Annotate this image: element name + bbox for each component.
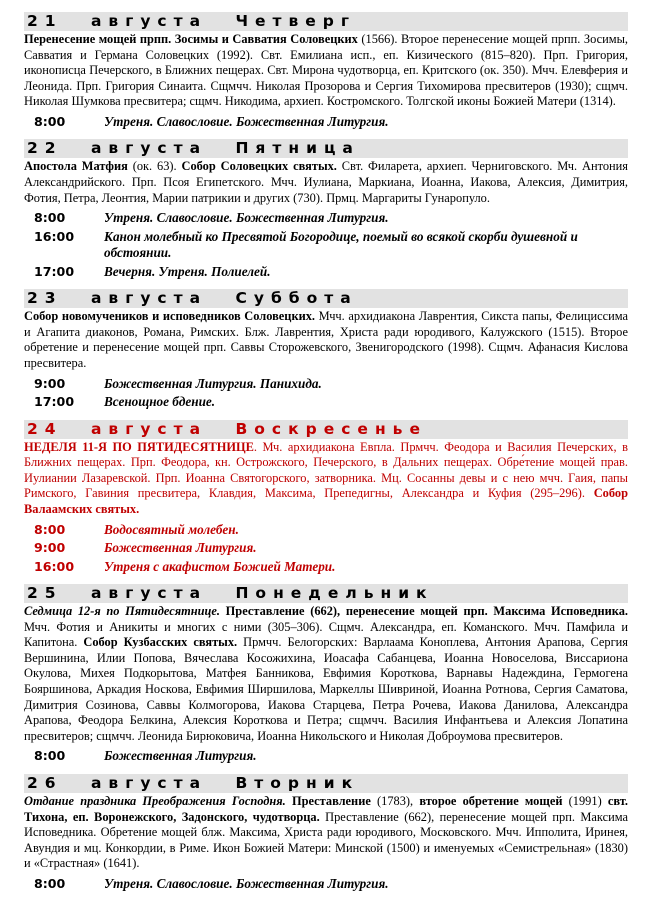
service-name: Утреня с акафистом Божией Матери. — [104, 558, 336, 574]
service-name: Всенощное бдение. — [104, 394, 216, 410]
commemoration-text: Прмчч. Белогорских: Варлаама Коноплева, Антония Арапова, Сергия Вершинина, Илии Попова, Вячеслава Косожихина, Иоасафа Сабанцева, Иоанна Новоселова, Виссариона Окулова, Михея Подкорытова, Матфея Банникова, Евфимия Короткова, Варнавы Надеждина, Гермогена Бояршинова, Аркадия Носкова, Евфимия Ширшилова, Маркеллы Шивриной, Иоанна Ротнова, Сергия Саматова, Димитрия Созинова, Саввы Колмогорова, Иакова Старцева, Петра Рочева, Иакова Данилова, Александра Арапова, Феодора Белкина, Алексия Короткова и Петра; сщмчч. Василия Инфантьева и Алексия Лопатина пресвитеров; сщмчч. Леонида Бирюковича, Иоанна Никольского и Николая Доброумова пресвитеров. — [24, 635, 628, 743]
service-time: 8:00 — [34, 113, 66, 129]
service-list — [24, 876, 628, 893]
day-block — [24, 289, 628, 410]
saint-name: Собор Валаамских святых. — [24, 486, 628, 516]
service-name: Утреня. Славословие. Божественная Литургия. — [104, 875, 389, 891]
service-row — [24, 376, 628, 393]
service-time: 8:00 — [34, 521, 66, 537]
saint-name: Собор новомучеников и исповедников Соловецких. — [24, 309, 316, 324]
service-row — [24, 210, 628, 227]
saint-name: второе обретение мощей — [419, 793, 563, 808]
saint-name: Перенесение мощей прпп. Зосимы и Савватия Соловецких — [24, 32, 358, 46]
service-name: Божественная Литургия. Панихида. — [104, 375, 322, 391]
day-block — [24, 584, 628, 765]
service-row — [24, 876, 628, 893]
saint-name: Апостола Матфия — [24, 159, 128, 174]
service-list — [24, 748, 628, 765]
day-description — [24, 604, 628, 744]
day-header: 21 августа Четверг — [24, 12, 628, 31]
commemoration-text: (1991) — [562, 793, 608, 808]
service-row — [24, 114, 628, 131]
saint-name: Преставление (662), перенесение мощей прп. Максима Исповедника. — [225, 604, 628, 619]
feast-title: НЕДЕЛЯ 11-Я ПО ПЯТИДЕСЯТНИЦЕ — [24, 439, 254, 454]
service-row — [24, 229, 628, 262]
saint-name: Преставление — [291, 793, 371, 808]
day-header: 24 августа Воскресенье — [24, 420, 628, 439]
service-list — [24, 114, 628, 131]
service-time: 8:00 — [34, 748, 66, 764]
service-list — [24, 522, 628, 576]
day-block-sunday — [24, 420, 628, 575]
commemoration-text: (ок. 63). — [127, 159, 182, 174]
saint-name: Собор Кузбасских святых. — [83, 635, 238, 650]
service-name: Утреня. Славословие. Божественная Литургия. — [104, 210, 389, 226]
day-description — [24, 32, 628, 110]
day-header: 23 августа Суббота — [24, 289, 628, 308]
day-description — [24, 309, 628, 371]
commemoration-text: (1566). Второе перенесение мощей прпп. Зосимы, Савватия и Германа Соловецких (1992). Свт. Емилиана исп., еп. Кизического (815–820). Прп. Григория, иконописца Печерского, в Ближних пещерах. Свт. Мирона чудотворца, еп. Критского (ок. 350). Мчч. Елевферия и Леонида. Прп. Григория Синаита. Сщмчч. Николая Прозорова и Сергия Тихомирова пресвитеров (1930); сщмч. Николая Шумкова пресвитера; сщмч. Никодима, архиеп. Костромского. Толгской иконы Божией Матери (1314). — [24, 32, 628, 109]
service-name: Канон молебный ко Пресвятой Богородице, поемый во всякой скорби душевной и обстоянии. — [104, 228, 578, 261]
commemoration-text: (1783), — [370, 793, 420, 808]
service-time: 17:00 — [34, 394, 75, 410]
service-row — [24, 394, 628, 411]
day-description — [24, 440, 628, 518]
day-header: 25 августа Понедельник — [24, 584, 628, 603]
service-name: Водосвятный молебен. — [104, 521, 239, 537]
service-time: 16:00 — [34, 558, 75, 574]
service-time: 16:00 — [34, 228, 75, 244]
service-list — [24, 376, 628, 411]
day-description — [24, 159, 628, 206]
service-row — [24, 540, 628, 557]
day-header: 26 августа Вторник — [24, 774, 628, 793]
day-block — [24, 774, 628, 892]
commemoration-text: . Мч. архидиакона Евпла. Прмчч. Феодора и Василия Печерских, в Ближних пещерах. Прп. Феодора, кн. Острожского, Печерского, в Дальних пещерах. Обре́тение мощей прав. Иулиании Лазаревской. Прп. Иоанна Святогорского, затворника. Мц. Сосанны девы и с нею мчч. Гаия, папы Римского, Гавиния пресвитера, Клавдия, Максима, Препедигны, Александра и Куфия (295–296). — [24, 439, 628, 501]
service-time: 8:00 — [34, 210, 66, 226]
service-row — [24, 522, 628, 539]
service-row — [24, 264, 628, 281]
commemoration-text: Мчч. Фотия и Аникиты и многих с ними (305–306). Сщмч. Александра, еп. Команского. Мчч. Памфила и Капитона. — [24, 619, 628, 650]
service-name: Божественная Литургия. — [104, 540, 257, 556]
saint-name: Собор Соловецких святых. — [181, 159, 337, 174]
service-row — [24, 559, 628, 576]
week-title: Седмица 12-я по Пятидесятнице. — [24, 604, 220, 619]
day-description — [24, 794, 628, 872]
service-time: 8:00 — [34, 875, 66, 891]
service-time: 17:00 — [34, 263, 75, 279]
saint-name: свт. Тихона, еп. Воронежского, Задонского, чудотворца. — [24, 793, 629, 824]
service-row — [24, 748, 628, 765]
day-block — [24, 139, 628, 280]
service-name: Божественная Литургия. — [104, 748, 257, 764]
service-name: Утреня. Славословие. Божественная Литургия. — [104, 113, 389, 129]
commemoration-text: Преставление (662), перенесение мощей прп. Максима Исповедника. Обретение мощей блж. Максима, Христа ради юродивого, Московского. Мчч. Ипполита, Иринея, Авундия и мц. Конкордии, в Риме. Икон Божией Матери: Минской (1500) и именуемых «Семистрельная» (1830) и «Страстная» (1641). — [24, 809, 628, 871]
service-name: Вечерня. Утреня. Полиелей. — [104, 263, 271, 279]
service-list — [24, 210, 628, 280]
commemoration-text: Свт. Филарета, архиеп. Черниговского. Мч. Антония Александрийского. Прп. Псоя Египетского. Мчч. Иулиана, Маркиана, Иоанна, Иакова, Алексия, Димитрия, Фотия, Петра, Леонтия, Марии патрикии и других (730). Прмц. Маргариты Гунаропуло. — [24, 159, 628, 205]
day-header: 22 августа Пятница — [24, 139, 628, 158]
service-time: 9:00 — [34, 540, 66, 556]
commemoration-text: Мчч. архидиакона Лаврентия, Сикста папы, Фелициссима и Агапита диаконов, Романа, Римских. Блж. Лаврентия, Христа ради юродивого, Калужского (1515). Второе обретение и перенесение мощей прп. Саввы Сторожевского, Звенигородского (1998). Сщмч. Афанасия Кислова пресвитера. — [24, 309, 628, 371]
service-time: 9:00 — [34, 375, 66, 391]
feast-title: Отдание праздника Преображения Господня. — [24, 793, 286, 808]
day-block — [24, 12, 628, 130]
